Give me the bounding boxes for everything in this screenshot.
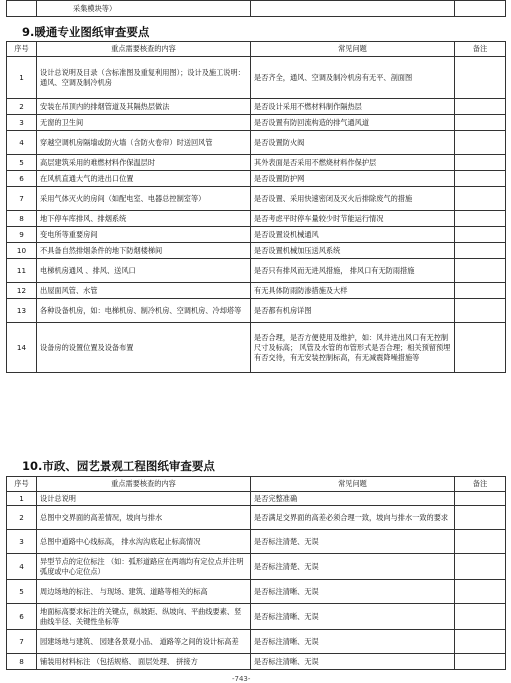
row-content: 设备房的设置位置及设备布置 <box>37 323 251 373</box>
table-row <box>7 530 506 554</box>
row-common-issue: 是否满足交界面的高差必须合理一致，坡向与排水一致的要求 <box>251 506 455 530</box>
header-remark: 备注 <box>455 477 506 492</box>
row-remark <box>455 211 506 227</box>
table-row <box>7 554 506 580</box>
table-header-row <box>7 477 506 492</box>
row-remark <box>455 227 506 243</box>
row-remark <box>455 580 506 604</box>
row-common-issue: 是否标注清晰、无误 <box>251 654 455 670</box>
row-content: 安装在吊顶内的排烟管道及其隔热层做法 <box>37 99 251 115</box>
row-content: 无窗的卫生间 <box>37 115 251 131</box>
row-content: 总图中交界面的高差情况，坡向与排水 <box>37 506 251 530</box>
row-content: 电梯机房通风 、排风、送风口 <box>37 259 251 283</box>
row-content: 铺装用材料标注 （包括规格、 面层处理、 拼接方 <box>37 654 251 670</box>
row-content: 各种设备机房，如：电梯机房、制冷机房、空调机房、冷却塔等 <box>37 299 251 323</box>
row-remark <box>455 506 506 530</box>
row-remark <box>455 530 506 554</box>
row-remark <box>455 259 506 283</box>
row-common-issue: 有无具体防雨防渗措施及大样 <box>251 283 455 299</box>
table-row <box>7 654 506 670</box>
row-content: 周边场地的标注、 与现场、建筑、道路等相关的标高 <box>37 580 251 604</box>
row-common-issue: 是否合理，是否方便使用及维护，如：风井进出风口有无控制尺寸及标高； 风管及水管的布管形式是否合理；相关预留预埋有否交待，有无安装控制标高，有无减震降噪措施等 <box>251 323 455 373</box>
row-common-issue: 是否设置机械加压送风系统 <box>251 243 455 259</box>
row-content: 设计总说明 <box>37 492 251 506</box>
row-content: 异型节点的定位标注 （如：弧形道路应在两端均有定位点并注明弧度或中心定位点） <box>37 554 251 580</box>
row-content: 在风机直通大气的进出口位置 <box>37 171 251 187</box>
row-number: 1 <box>7 57 37 99</box>
row-common-issue: 是否只有排风而无进风措施， 排风口有无防雨措施 <box>251 259 455 283</box>
row-number: 8 <box>7 654 37 670</box>
row-number: 11 <box>7 259 37 283</box>
row-number: 12 <box>7 283 37 299</box>
row-number: 10 <box>7 243 37 259</box>
row-remark <box>455 630 506 654</box>
row-number: 2 <box>7 99 37 115</box>
row-content: 穿越空调机房隔墙或防火墙（含防火卷帘）时送回风管 <box>37 131 251 155</box>
row-common-issue: 是否完整准确 <box>251 492 455 506</box>
row-number: 5 <box>7 155 37 171</box>
table-row <box>7 131 506 155</box>
top-fragment-text: 采集模块等） <box>37 1 251 17</box>
row-number: 4 <box>7 131 37 155</box>
row-content: 总图中道路中心线标高， 排水沟沟底起止标高情况 <box>37 530 251 554</box>
row-number: 6 <box>7 604 37 630</box>
row-content: 采用气体灭火的房间（如配电室、电器总控制室等） <box>37 187 251 211</box>
row-number: 3 <box>7 530 37 554</box>
row-remark <box>455 654 506 670</box>
row-number: 14 <box>7 323 37 373</box>
row-content: 园建场地与建筑、 园建各景观小品、 道路等之间的设计标高差 <box>37 630 251 654</box>
table-row <box>7 187 506 211</box>
row-common-issue: 是否标注清楚、无误 <box>251 554 455 580</box>
table-header-row <box>7 42 506 57</box>
row-number: 4 <box>7 554 37 580</box>
row-remark <box>455 131 506 155</box>
header-content: 重点需要核查的内容 <box>37 42 251 57</box>
row-remark <box>455 187 506 211</box>
row-remark <box>455 283 506 299</box>
header-remark: 备注 <box>455 42 506 57</box>
row-remark <box>455 243 506 259</box>
row-content: 地下停车库排风、排烟系统 <box>37 211 251 227</box>
row-common-issue: 是否设计采用不燃材料制作隔热层 <box>251 99 455 115</box>
row-remark <box>455 99 506 115</box>
row-remark <box>455 604 506 630</box>
table-row <box>7 155 506 171</box>
row-common-issue: 是否标注清楚、无误 <box>251 530 455 554</box>
row-common-issue: 是否设置防火阀 <box>251 131 455 155</box>
header-issue: 常见问题 <box>251 477 455 492</box>
row-number: 2 <box>7 506 37 530</box>
row-content: 出屋面风管、水管 <box>37 283 251 299</box>
row-number: 6 <box>7 171 37 187</box>
row-remark <box>455 299 506 323</box>
row-remark <box>455 554 506 580</box>
page-number: -743- <box>232 675 251 683</box>
row-content: 变电所等重要房间 <box>37 227 251 243</box>
table-row <box>7 604 506 630</box>
row-number: 7 <box>7 630 37 654</box>
row-remark <box>455 155 506 171</box>
row-common-issue: 是否标注清晰、无误 <box>251 604 455 630</box>
table-row <box>7 580 506 604</box>
row-content: 地面标高要求标注的关键点，纵坡距、纵坡向、平曲线要素、竖曲线半径、关键性坐标等 <box>37 604 251 630</box>
row-remark <box>455 323 506 373</box>
header-issue: 常见问题 <box>251 42 455 57</box>
table-row <box>7 211 506 227</box>
row-number: 5 <box>7 580 37 604</box>
row-remark <box>455 492 506 506</box>
row-remark <box>455 115 506 131</box>
landscape-review-table <box>6 476 506 670</box>
table-row <box>7 115 506 131</box>
row-remark <box>455 57 506 99</box>
row-common-issue: 是否设置设机械通风 <box>251 227 455 243</box>
section-10-title: 10.市政、园艺景观工程图纸审查要点 <box>22 459 215 473</box>
table-row <box>7 299 506 323</box>
row-common-issue: 其外表面是否采用不燃烧材料作保护层 <box>251 155 455 171</box>
table-row <box>7 57 506 99</box>
table-row <box>7 259 506 283</box>
row-common-issue: 是否考虑平时停车量较少时节能运行情况 <box>251 211 455 227</box>
row-common-issue: 是否设置有防回流构造的排气通风道 <box>251 115 455 131</box>
row-content: 高层建筑采用的难燃材料作保温层时 <box>37 155 251 171</box>
row-number: 3 <box>7 115 37 131</box>
row-common-issue: 是否齐全，通风、空调及制冷机房有无平、剖面图 <box>251 57 455 99</box>
row-number: 8 <box>7 211 37 227</box>
header-no: 序号 <box>7 477 37 492</box>
table-row <box>7 99 506 115</box>
table-row <box>7 283 506 299</box>
table-row <box>7 227 506 243</box>
row-common-issue: 是否设置防护网 <box>251 171 455 187</box>
row-common-issue: 是否都有机房详图 <box>251 299 455 323</box>
row-number: 9 <box>7 227 37 243</box>
header-content: 重点需要核查的内容 <box>37 477 251 492</box>
row-content: 设计总说明及目录（含标准图及重复利用图）；设计及施工说明：通风、空调及制冷机房 <box>37 57 251 99</box>
section-9-title: 9.暖通专业图纸审查要点 <box>22 25 150 39</box>
table-row <box>7 323 506 373</box>
table-row <box>7 506 506 530</box>
table-row <box>7 1 506 17</box>
row-common-issue: 是否设置、采用快速密闭及灭火后排除废气的措施 <box>251 187 455 211</box>
table-row <box>7 630 506 654</box>
row-number: 7 <box>7 187 37 211</box>
header-no: 序号 <box>7 42 37 57</box>
hvac-review-table <box>6 41 506 373</box>
row-number: 1 <box>7 492 37 506</box>
row-remark <box>455 171 506 187</box>
table-row <box>7 171 506 187</box>
row-content: 不具备自然排烟条件的地下防烟楼梯间 <box>37 243 251 259</box>
row-common-issue: 是否标注清晰、无误 <box>251 630 455 654</box>
table-row <box>7 492 506 506</box>
table-row <box>7 243 506 259</box>
row-number: 13 <box>7 299 37 323</box>
top-fragment-table <box>6 0 506 17</box>
row-common-issue: 是否标注清晰、无误 <box>251 580 455 604</box>
